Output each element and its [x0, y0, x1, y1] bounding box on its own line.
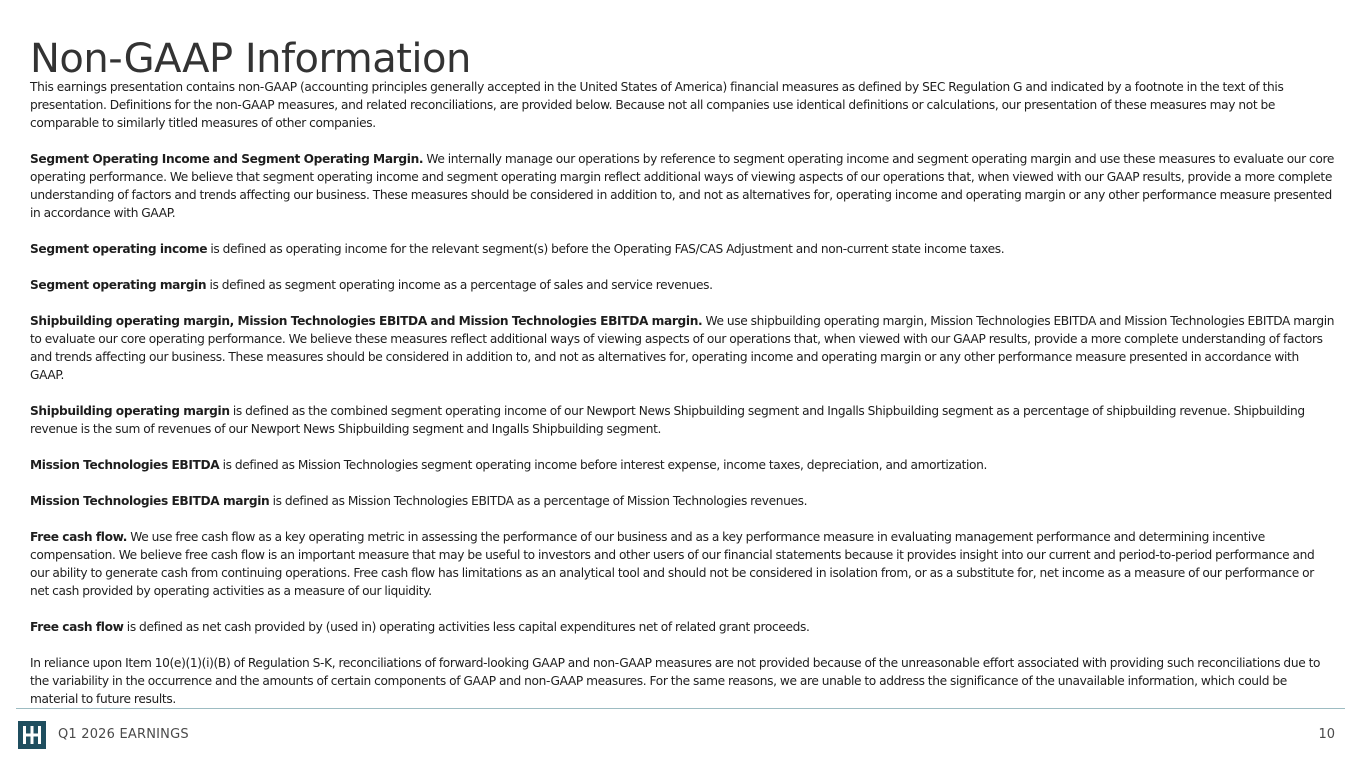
paragraph-segment-income-definition	[30, 240, 1336, 258]
paragraph-free-cash-flow-definition	[30, 618, 1336, 636]
paragraph-heading: Free cash flow.	[30, 530, 128, 544]
paragraph-reliance	[30, 654, 1336, 708]
body-content	[30, 78, 1336, 708]
paragraph-text: is defined as Mission Technologies segment operating income before interest expense, income taxes, depreciation, and amortization.	[219, 458, 988, 472]
paragraph-text: We use shipbuilding operating margin, Mission Technologies EBITDA and Mission Technologies EBITDA margin to evaluate our core operating performance. We believe these measures reflect additional ways of viewing aspects of our operations that, when viewed with our GAAP results, provide a more complete understanding of factors and trends affecting our business. These measures should be considered in addition to, and not as alternatives for, operating income and operating margin or any other performance measure presented in accordance with GAAP.	[30, 314, 1335, 382]
paragraph-intro	[30, 78, 1336, 132]
paragraph-shipbuilding-margin-definition	[30, 402, 1336, 438]
paragraph-heading: Segment Operating Income and Segment Operating Margin.	[30, 152, 424, 166]
paragraph-heading: Segment operating income	[30, 242, 208, 256]
paragraph-heading: Shipbuilding operating margin	[30, 404, 230, 418]
paragraph-text: is defined as Mission Technologies EBITDA as a percentage of Mission Technologies revenues.	[269, 494, 808, 508]
paragraph-text: is defined as net cash provided by (used in) operating activities less capital expenditures net of related grant proceeds.	[123, 620, 810, 634]
page-number: 10	[1318, 727, 1335, 742]
paragraph-heading: Free cash flow	[30, 620, 124, 634]
paragraph-heading: Segment operating margin	[30, 278, 207, 292]
paragraph-text: is defined as the combined segment operating income of our Newport News Shipbuilding segment and Ingalls Shipbuilding segment as a percentage of shipbuilding revenue. Shipbuilding revenue is the sum of revenues of our Newport News Shipbuilding segment and Ingalls Shipbuilding segment.	[30, 404, 1305, 436]
slide-title: Non-GAAP Information	[30, 36, 471, 82]
footer-divider	[16, 708, 1345, 709]
paragraph-text: is defined as segment operating income as a percentage of sales and service revenues.	[206, 278, 713, 292]
paragraph-heading: Shipbuilding operating margin, Mission Technologies EBITDA and Mission Technologies EBITDA margin.	[30, 314, 703, 328]
footer-label: Q1 2026 EARNINGS	[58, 727, 189, 742]
paragraph-text: This earnings presentation contains non-GAAP (accounting principles generally accepted in the United States of America) financial measures as defined by SEC Regulation G and indicated by a footnote in the text of this presentation. Definitions for the non-GAAP measures, and related reconciliations, are provided below. Because not all companies use identical definitions or calculations, our presentation of these measures may not be comparable to similarly titled measures of other companies.	[30, 80, 1284, 130]
paragraph-free-cash-flow	[30, 528, 1336, 600]
paragraph-heading: Mission Technologies EBITDA margin	[30, 494, 270, 508]
paragraph-shipbuilding-mission	[30, 312, 1336, 384]
paragraph-text: In reliance upon Item 10(e)(1)(i)(B) of Regulation S-K, reconciliations of forward-looking GAAP and non-GAAP measures are not provided because of the unreasonable effort associated with providing such reconciliations due to the variability in the occurrence and the amounts of certain components of GAAP and non-GAAP measures. For the same reasons, we are unable to address the significance of the unavailable information, which could be material to future results.	[30, 656, 1321, 706]
paragraph-mt-ebitda-margin-definition	[30, 492, 1336, 510]
paragraph-mt-ebitda-definition	[30, 456, 1336, 474]
paragraph-text: is defined as operating income for the relevant segment(s) before the Operating FAS/CAS Adjustment and non-current state income taxes.	[207, 242, 1005, 256]
paragraph-text: We use free cash flow as a key operating metric in assessing the performance of our business and as a key performance measure in evaluating management performance and determining incentive compensation. We believe free cash flow is an important measure that may be useful to investors and other users of our financial statements because it provides insight into our current and period-to-period performance and our ability to generate cash from continuing operations. Free cash flow has limitations as an analytical tool and should not be considered in isolation from, or as a substitute for, net income as a measure of our performance or net cash provided by operating activities as a measure of our liquidity.	[30, 530, 1315, 598]
paragraph-segment-operating	[30, 150, 1336, 222]
paragraph-segment-margin-definition	[30, 276, 1336, 294]
paragraph-text: We internally manage our operations by reference to segment operating income and segment operating margin and use these measures to evaluate our core operating performance. We believe that segment operating income and segment operating margin reflect additional ways of viewing aspects of our operations that, when viewed with our GAAP results, provide a more complete understanding of factors and trends affecting our business. These measures should be considered in addition to, and not as alternatives for, operating income and operating margin or any other performance measure presented in accordance with GAAP.	[30, 152, 1335, 220]
hii-logo-icon	[18, 721, 46, 749]
paragraph-heading: Mission Technologies EBITDA	[30, 458, 220, 472]
